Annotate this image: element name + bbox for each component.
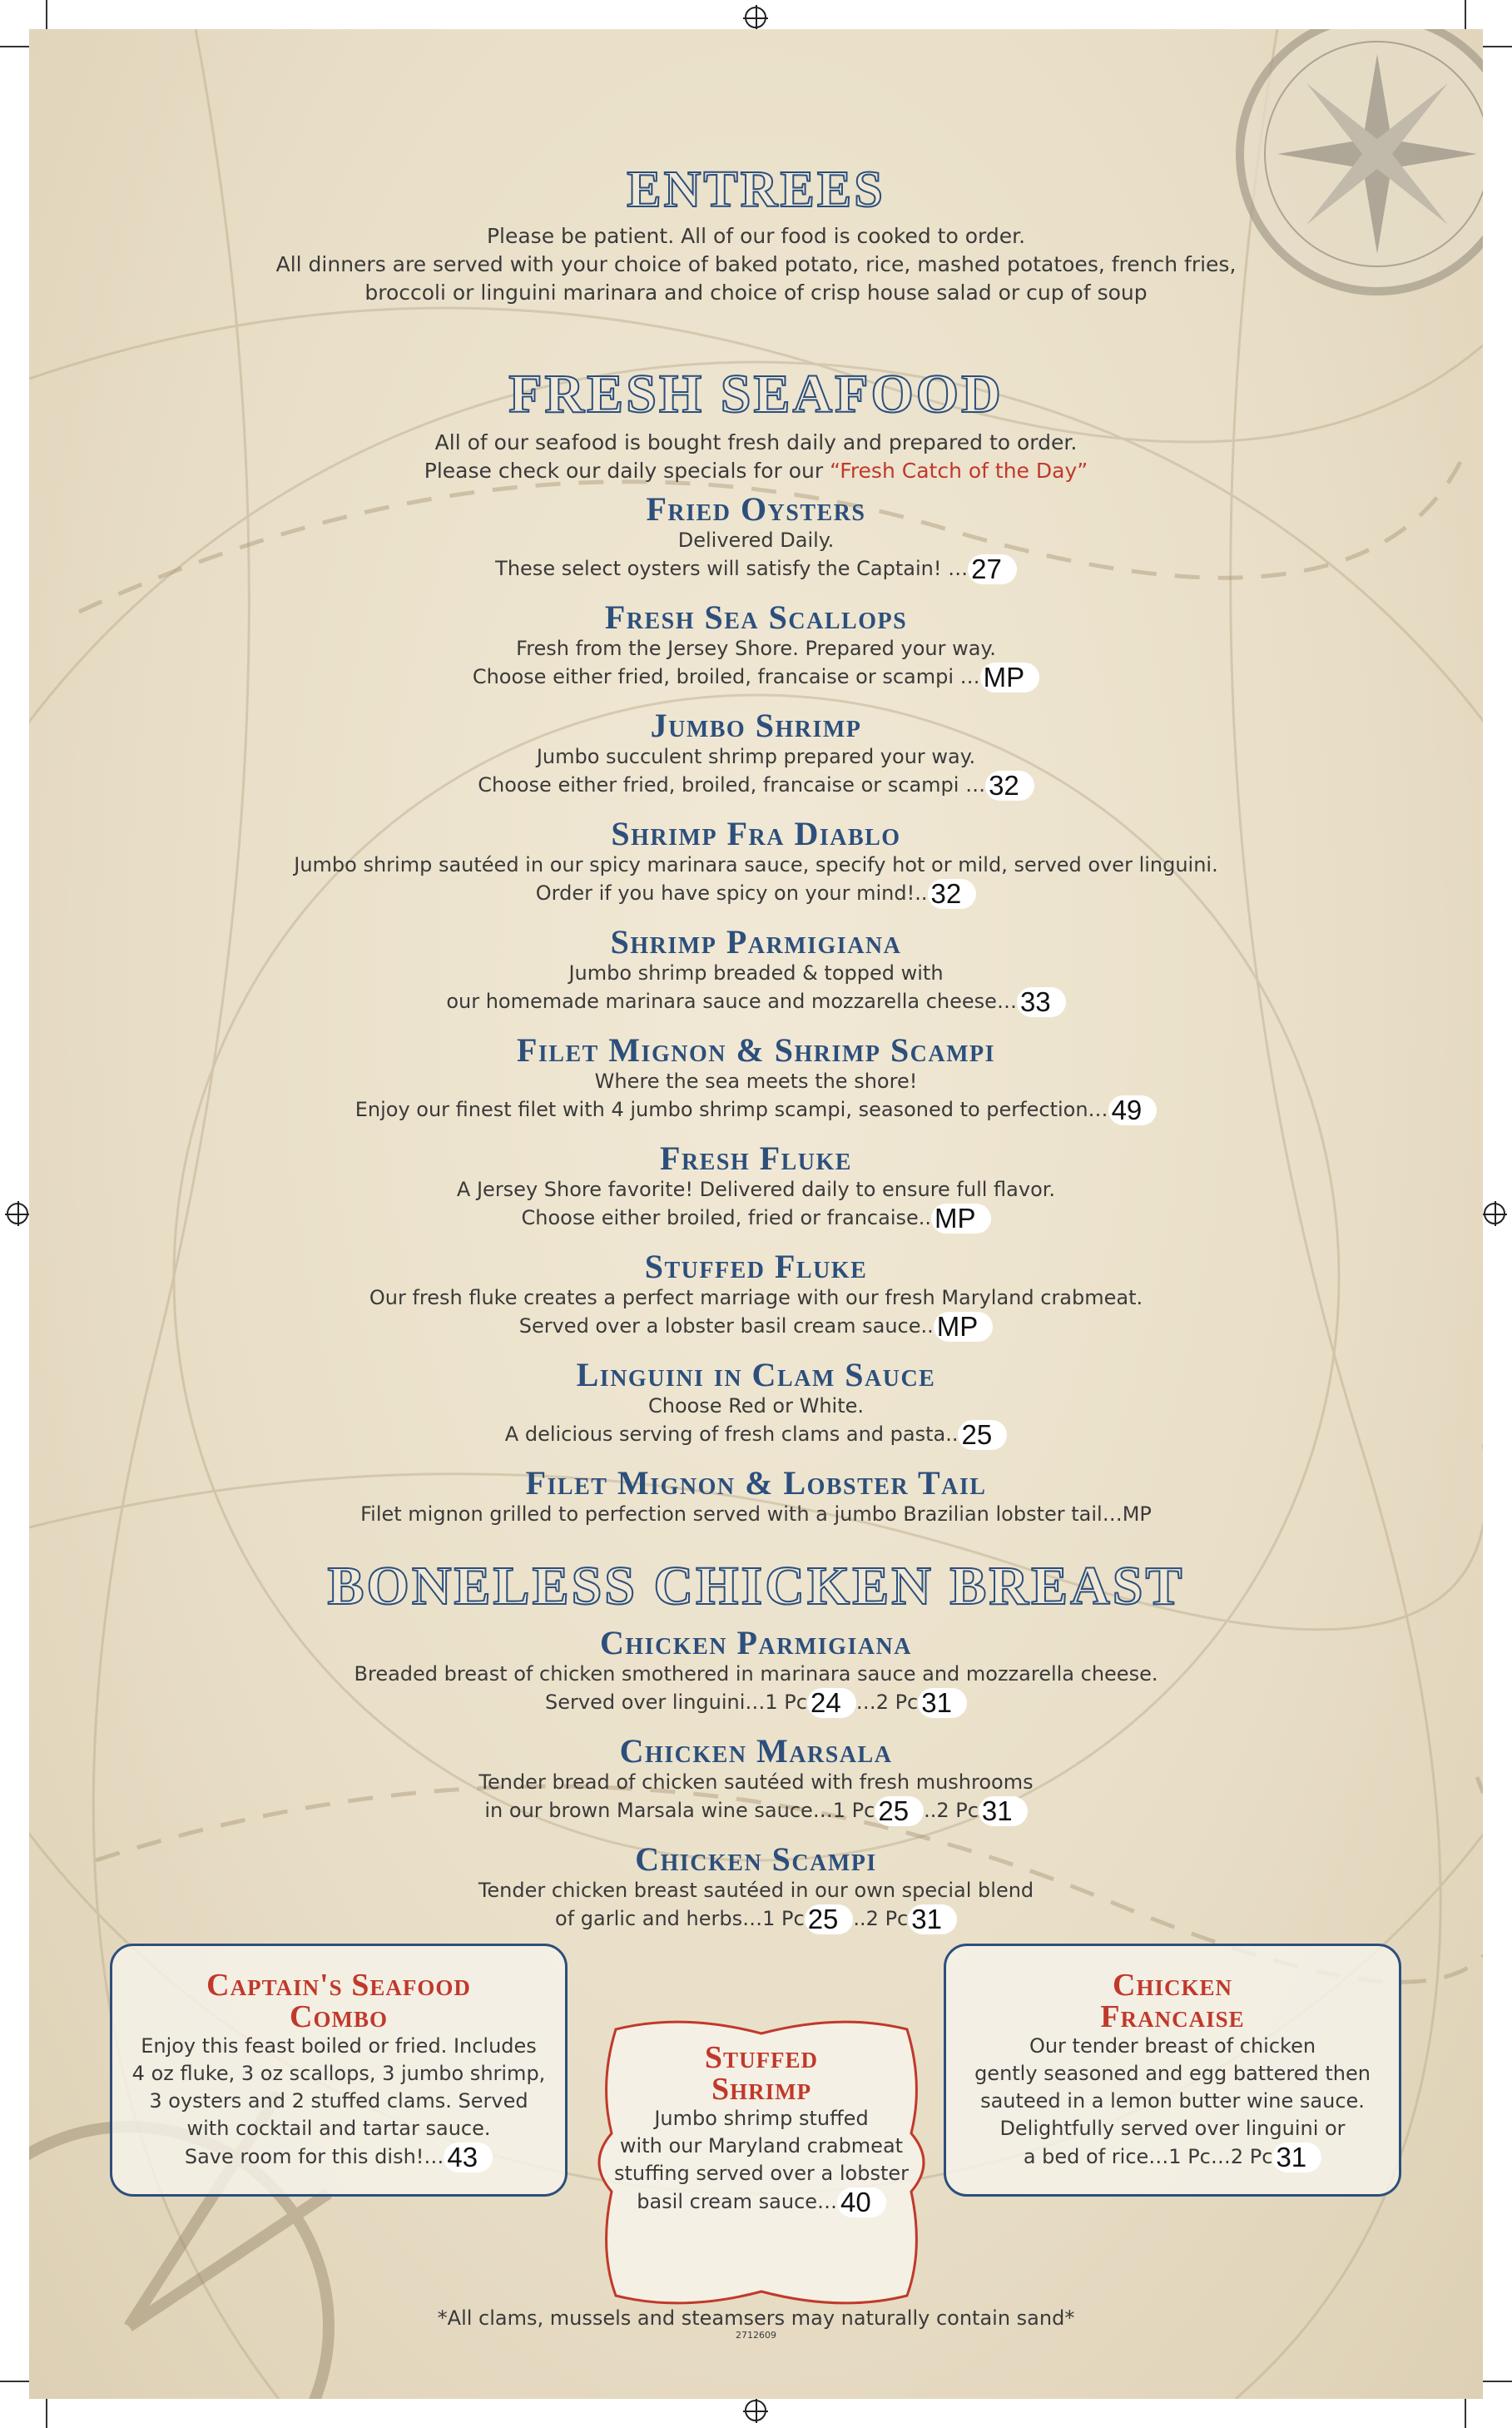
item-desc-text: Served over a lobster basil cream sauce.. [518,1314,934,1338]
box-desc [112,2142,565,2172]
item-price: 25 [875,1796,924,1826]
menu-item [29,925,1483,1017]
item-desc: Choose Red or White. [647,1394,865,1418]
item-desc [29,1095,1483,1125]
item-desc-text: ..2 Pc [924,1799,979,1822]
box-title: Stuffed [704,2040,819,2075]
box-title: Captain's Seafood [206,1968,471,2003]
box-desc: 3 oysters and 2 stuffed clams. Served [149,2089,528,2113]
item-desc: Jumbo shrimp breaded & topped with [568,961,944,985]
item-desc: Jumbo succulent shrimp prepared your way. [536,745,976,768]
item-price: 24 [807,1688,856,1718]
box-title: Chicken [1113,1968,1232,2003]
seafood-intro-line [29,457,1483,485]
item-price: 32 [985,771,1034,801]
box-desc: Enjoy this feast boiled or fried. Includes [141,2034,537,2058]
fresh-catch-highlight: “Fresh Catch of the Day” [830,459,1088,483]
menu-item [29,1734,1483,1826]
crop-mark [1465,2396,1466,2428]
menu-page [29,29,1483,2399]
item-name: Shrimp Parmigiana [610,923,902,961]
item-price: 31 [908,1904,957,1934]
crop-mark [1465,0,1466,32]
item-price: 25 [805,1904,854,1934]
item-desc: Fresh from the Jersey Shore. Prepared your way. [516,637,996,660]
item-price: MP [931,1204,991,1234]
box-title: Francaise [1100,1999,1245,2034]
item-price: 32 [928,879,977,909]
item-name: Shrimp Fra Diablo [611,815,901,852]
item-desc-text: of garlic and herbs…1 Pc [555,1907,805,1930]
item-price: MP [934,1312,994,1342]
box-desc: with our Maryland crabmeat [619,2134,904,2157]
item-desc [29,1796,1483,1826]
menu-item [29,1033,1483,1125]
item-price: 33 [1017,987,1066,1017]
item-desc [29,1312,1483,1342]
item-desc [29,1904,1483,1934]
item-name: Chicken Marsala [619,1732,893,1770]
item-price: 43 [444,2142,493,2172]
box-desc: with cocktail and tartar sauce. [186,2117,491,2140]
registration-mark [745,7,766,28]
item-desc [29,771,1483,801]
box-desc [946,2142,1399,2172]
entrees-title: ENTREES [627,161,885,218]
item-desc-text: Served over linguini…1 Pc [545,1691,807,1714]
box-desc [599,2187,924,2217]
seafood-title: FRESH SEAFOOD [508,364,1004,425]
registration-mark [745,2400,766,2421]
captains-combo-box [110,1944,568,2197]
item-desc-text: A delicious serving of fresh clams and pasta.. [504,1423,959,1446]
item-desc [29,1420,1483,1450]
item-price: 40 [837,2187,886,2217]
item-desc-text: ..2 Pc [853,1907,909,1930]
crop-mark [46,0,47,32]
menu-item [29,1626,1483,1718]
item-desc-text: our homemade marinara sauce and mozzarella cheese… [446,990,1017,1013]
menu-item [29,817,1483,909]
item-price: 49 [1108,1095,1158,1125]
item-desc: Delivered Daily. [677,529,835,552]
item-price: 31 [979,1796,1028,1826]
crop-mark [46,2396,47,2428]
box-desc: Delightfully served over linguini or [999,2117,1346,2140]
crop-mark [1480,46,1512,47]
item-desc [29,1204,1483,1234]
menu-item [29,600,1483,693]
entrees-intro-line: broccoli or linguini marinara and choice of crisp house salad or cup of soup [364,281,1148,305]
menu-item [29,1842,1483,1934]
print-code: 2712609 [736,2330,776,2341]
item-name: Filet Mignon & Lobster Tail [525,1464,987,1502]
box-desc-text: basil cream sauce… [637,2190,838,2213]
item-desc-text: Choose either broiled, fried or francaise.. [521,1206,932,1229]
item-name: Jumbo Shrimp [650,707,862,744]
item-price: 25 [958,1420,1007,1450]
menu-item [29,492,1483,584]
stuffed-shrimp-box [599,2042,924,2291]
menu-item [29,1249,1483,1342]
footer [29,2306,1483,2341]
item-desc: Tender chicken breast sautéed in our own special blend [478,1879,1034,1902]
item-desc: Where the sea meets the shore! [594,1070,918,1093]
item-name: Filet Mignon & Shrimp Scampi [516,1031,996,1069]
menu-item [29,1358,1483,1450]
box-desc: Jumbo shrimp stuffed [654,2107,869,2130]
chicken-title: BONELESS CHICKEN BREAST [327,1556,1185,1616]
seafood-section-header [29,364,1483,485]
item-desc-text: Choose either fried, broiled, francaise or scampi … [472,665,980,688]
item-desc-text: in our brown Marsala wine sauce…1 Pc [484,1799,875,1822]
item-desc: Breaded breast of chicken smothered in marinara sauce and mozzarella cheese. [354,1662,1158,1686]
item-desc-text: These select oysters will satisfy the Captain! … [495,557,969,580]
menu-item [29,708,1483,801]
entrees-section [29,161,1483,307]
registration-mark [1484,1203,1505,1224]
item-price: 27 [968,554,1017,584]
item-price: 31 [1272,2142,1321,2172]
menu-item [29,1466,1483,1528]
item-desc: Jumbo shrimp sautéed in our spicy marinara sauce, specify hot or mild, served over linguini. [294,853,1218,876]
item-price: 31 [918,1688,967,1718]
item-desc-text: Choose either fried, broiled, francaise or scampi … [478,773,986,797]
entrees-intro-line: All dinners are served with your choice of baked potato, rice, mashed potatoes, french fries, [275,252,1237,276]
crop-mark [1480,2381,1512,2382]
item-name: Stuffed Fluke [644,1248,868,1285]
item-desc: Filet mignon grilled to perfection served with a jumbo Brazilian lobster tail…MP [360,1502,1152,1526]
box-desc: sauteed in a lemon butter wine sauce. [980,2089,1365,2113]
chicken-francaise-box [944,1944,1401,2197]
box-title: Shrimp [711,2072,812,2107]
item-name: Chicken Parmigiana [600,1624,912,1661]
item-name: Fresh Fluke [660,1140,852,1177]
item-desc [29,1688,1483,1718]
box-title: Combo [290,1999,388,2034]
entrees-intro-line: Please be patient. All of our food is cooked to order. [486,224,1026,248]
item-desc: A Jersey Shore favorite! Delivered daily to ensure full flavor. [456,1178,1056,1201]
item-desc [29,987,1483,1017]
registration-mark [7,1203,28,1224]
item-desc [29,879,1483,909]
item-desc-text: Enjoy our finest filet with 4 jumbo shrimp scampi, seasoned to perfection… [354,1098,1108,1121]
chicken-section-header [29,1556,1483,1616]
item-desc-text: Order if you have spicy on your mind!.. [535,881,928,905]
item-desc-text: …2 Pc [855,1691,919,1714]
box-desc-text: a bed of rice…1 Pc…2 Pc [1023,2145,1273,2168]
item-desc: Our fresh fluke creates a perfect marriage with our fresh Maryland crabmeat. [369,1286,1143,1309]
item-name: Fresh Sea Scallops [604,598,908,636]
item-name: Fried Oysters [646,490,866,528]
item-price: MP [980,663,1040,693]
box-desc: gently seasoned and egg battered then [974,2062,1371,2085]
crop-mark [0,2381,32,2382]
seafood-intro-text: Please check our daily specials for our [424,459,830,483]
item-name: Linguini in Clam Sauce [576,1356,936,1393]
item-desc [29,663,1483,693]
item-desc [29,554,1483,584]
box-desc: Our tender breast of chicken [1029,2034,1316,2058]
sand-disclaimer: *All clams, mussels and steamsers may naturally contain sand* [437,2306,1075,2330]
box-desc: stuffing served over a lobster [614,2162,909,2185]
menu-item [29,1141,1483,1234]
box-desc: 4 oz fluke, 3 oz scallops, 3 jumbo shrimp, [131,2062,546,2085]
seafood-intro-line: All of our seafood is bought fresh daily and prepared to order. [434,430,1078,454]
crop-mark [0,46,32,47]
item-desc: Tender bread of chicken sautéed with fresh mushrooms [478,1770,1034,1794]
box-desc-text: Save room for this dish!… [184,2145,444,2168]
item-name: Chicken Scampi [635,1840,877,1878]
